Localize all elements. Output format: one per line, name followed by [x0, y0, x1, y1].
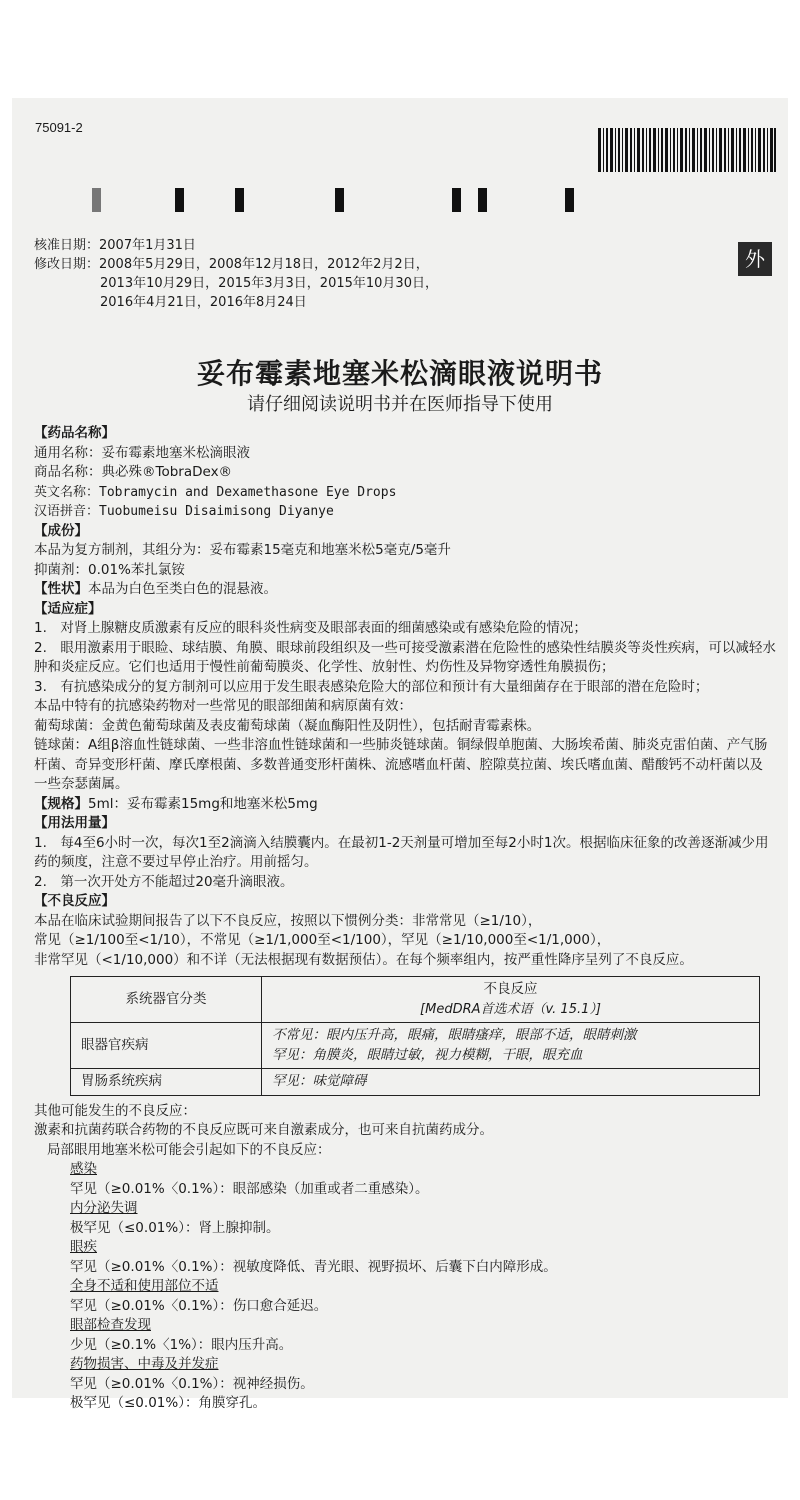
- leaflet-body: [34, 424, 776, 1414]
- other-text: 其他可能发生的不良反应：: [34, 1102, 196, 1119]
- table-row: [71, 1023, 760, 1069]
- group-heading: 内分泌失调: [70, 1200, 138, 1216]
- characteristics-text: 本品为白色至类白色的混悬液。: [88, 581, 277, 597]
- group-heading: 感染: [70, 1161, 97, 1177]
- preservative-text: 抑菌剂：0.01%苯扎氯铵: [34, 561, 185, 578]
- revision-dates: 2013年10月29日，2015年3月3日，2015年10月30日，: [100, 276, 438, 291]
- section-heading: 【不良反应】: [34, 893, 115, 909]
- table-cell: 罕见：味觉障碍: [262, 1069, 760, 1096]
- pinyin-name: 汉语拼音：Tuobumeisu Disaimisong Diyanye: [34, 504, 334, 519]
- section-heading: 【规格】: [34, 795, 88, 812]
- section-heading: 【用法用量】: [34, 815, 115, 831]
- group-item: 罕见（≥0.01%〈0.1%）：视神经损伤。: [70, 1375, 314, 1392]
- registration-mark: [92, 188, 101, 212]
- section-heading: 【药品名称】: [34, 425, 115, 441]
- registration-mark: [175, 188, 184, 212]
- trade-name: 商品名称：典必殊®TobraDex®: [34, 464, 233, 480]
- table-row: [71, 1069, 760, 1096]
- table-header: [262, 977, 760, 1023]
- section-heading: 【适应症】: [34, 600, 102, 617]
- group-item: 极罕见（≤0.01%）：角膜穿孔。: [70, 1395, 266, 1411]
- page-title: 妥布霉素地塞米松滴眼液说明书: [196, 357, 603, 390]
- revision-dates: 2008年5月29日，2008年12月18日，2012年2月2日，: [99, 257, 429, 272]
- composition-text: 本品为复方制剂，其组分为：妥布霉素15毫克和地塞米松5毫克/5毫升: [34, 542, 451, 558]
- english-name: 英文名称：Tobramycin and Dexamethasone Eye Drops: [34, 484, 397, 500]
- group-item: 少见（≥0.1%〈1%）：眼内压升高。: [70, 1336, 293, 1353]
- other-text: 激素和抗菌药联合药物的不良反应既可来自激素成分，也可来自抗菌药成分。: [34, 1122, 493, 1138]
- usage-item: 1. 每4至6小时一次，每次1至2滴滴入结膜囊内。在最初1-2天剂量可增加至每2小时1次。根据临床征象的改善逐渐减少用药的频度，注意不要过早停止治疗。用前摇匀。: [34, 834, 769, 870]
- approval-dates: [34, 236, 438, 312]
- external-use-badge: 外: [738, 242, 772, 276]
- table-header-line: [MedDRA首选术语（v. 15.1）]: [420, 1001, 601, 1017]
- group-heading: 眼部检查发现: [70, 1317, 151, 1333]
- adverse-text: 本品在临床试验期间报告了以下不良反应，按照以下惯例分类：非常常见（≥1/10），: [34, 912, 542, 929]
- group-heading: 眼疾: [70, 1239, 97, 1255]
- indication-text: 葡萄球菌：金黄色葡萄球菌及表皮葡萄球菌（凝血酶阳性及阴性），包括耐青霉素株。: [34, 717, 541, 734]
- group-item: 罕见（≥0.01%〈0.1%）：视敏度降低、青光眼、视野损坏、后囊下白内障形成。: [70, 1258, 557, 1275]
- revision-label: 修改日期：: [34, 257, 100, 272]
- approval-date: 2007年1月31日: [99, 238, 196, 253]
- adverse-text: 非常罕见（<1/10,000）和不详（无法根据现有数据预估）。在每个频率组内，按严重性降序呈列了不良反应。: [34, 951, 693, 968]
- page-subtitle: 请仔细阅读说明书并在医师指导下使用: [247, 394, 553, 415]
- table-cell: 眼器官疾病: [71, 1023, 262, 1069]
- group-item: 极罕见（≤0.01%）：肾上腺抑制。: [70, 1219, 280, 1236]
- registration-mark: [565, 188, 574, 212]
- section-heading: 【性状】: [34, 581, 88, 597]
- approval-label: 核准日期：: [34, 238, 100, 253]
- group-item: 罕见（≥0.01%〈0.1%）：眼部感染（加重或者二重感染）。: [70, 1180, 429, 1197]
- other-text: 局部眼用地塞米松可能会引起如下的不良反应：: [47, 1141, 331, 1158]
- generic-name: 通用名称：妥布霉素地塞米松滴眼液: [34, 444, 250, 461]
- registration-mark: [452, 188, 461, 212]
- adverse-reaction-table: [70, 976, 760, 1096]
- usage-item: 2. 第一次开处方不能超过20毫升滴眼液。: [34, 873, 294, 890]
- table-cell: 胃肠系统疾病: [71, 1069, 262, 1096]
- indication-text: 本品中特有的抗感染药物对一些常见的眼部细菌和病原菌有效：: [34, 698, 412, 714]
- indication-item: 3. 有抗感染成分的复方制剂可以应用于发生眼表感染危险大的部位和预计有大量细菌存在于眼部的潜在危险时；: [34, 678, 709, 695]
- section-heading: 【成份】: [34, 522, 88, 539]
- revision-dates: 2016年4月21日，2016年8月24日: [100, 295, 307, 310]
- table-header: 系统器官分类: [71, 977, 262, 1023]
- indication-item: 2. 眼用激素用于眼睑、球结膜、角膜、眼球前段组织及一些可接受激素潜在危险性的感染性结膜炎等炎性疾病，可以减轻水肿和炎症反应。它们也适用于慢性前葡萄膜炎、化学性、放射性、灼伤性及异物穿透性角膜损伤；: [34, 639, 776, 675]
- table-header-line: 不良反应: [483, 981, 538, 997]
- group-heading: 药物损害、中毒及并发症: [70, 1356, 219, 1372]
- table-cell-line: 不常见：眼内压升高，眼痛，眼睛瘙痒，眼部不适，眼睛刺激: [272, 1027, 637, 1043]
- registration-mark: [335, 188, 344, 212]
- specification-text: 5ml：妥布霉素15mg和地塞米松5mg: [88, 795, 318, 812]
- registration-mark: [235, 188, 244, 212]
- document-code: 75091-2: [35, 120, 83, 135]
- registration-mark: [478, 188, 487, 212]
- table-cell: [262, 1023, 760, 1069]
- adverse-text: 常见（≥1/100至<1/10），不常见（≥1/1,000至<1/100），罕见（≥1/10,000至<1/1,000），: [34, 932, 611, 948]
- indication-text: 链球菌：A组β溶血性链球菌、一些非溶血性链球菌和一些肺炎链球菌。铜绿假单胞菌、大肠埃希菌、肺炎克雷伯菌、产气肠杆菌、奇异变形杆菌、摩氏摩根菌、多数普通变形杆菌株、流感嗜血杆菌、腔隙莫拉菌、埃氏嗜血菌、醋酸钙不动杆菌以及一些奈瑟菌属。: [34, 737, 768, 792]
- indication-item: 1. 对肾上腺糖皮质激素有反应的眼科炎性病变及眼部表面的细菌感染或有感染危险的情况；: [34, 620, 587, 636]
- barcode: [598, 128, 776, 172]
- group-item: 罕见（≥0.01%〈0.1%）：伤口愈合延迟。: [70, 1297, 328, 1314]
- group-heading: 全身不适和使用部位不适: [70, 1278, 219, 1294]
- table-cell-line: 罕见：角膜炎，眼睛过敏，视力模糊，干眼，眼充血: [272, 1046, 583, 1063]
